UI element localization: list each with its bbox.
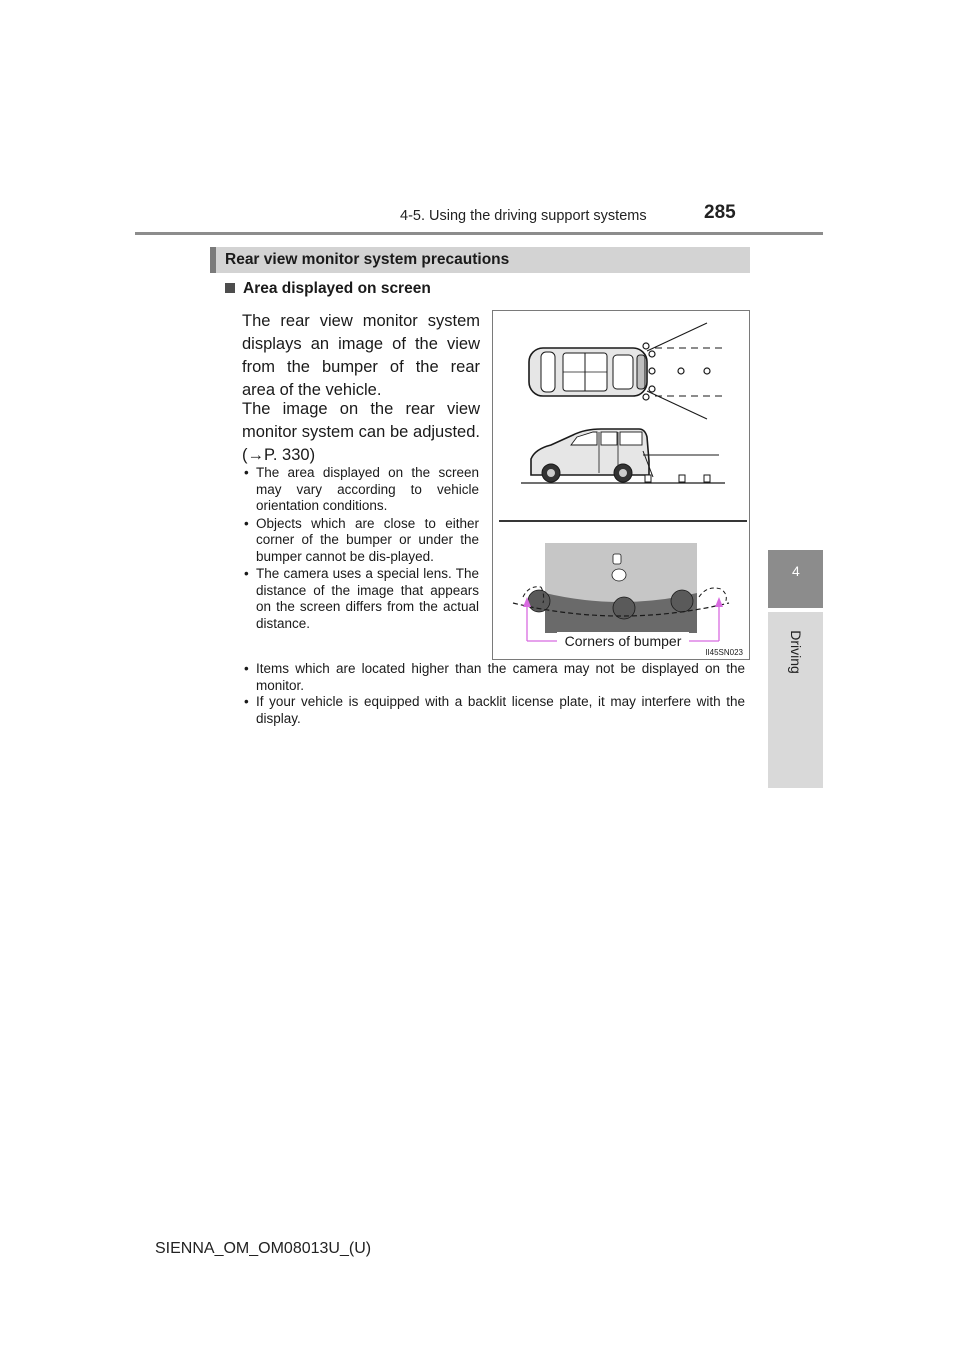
chapter-tab: [768, 550, 823, 608]
bullet-item: • If your vehicle is equipped with a backlit license plate, it may interfere with the display.: [242, 694, 745, 727]
bullet-item: • Items which are located higher than the camera may not be displayed on the monitor.: [242, 661, 745, 694]
bullet-item: • The area displayed on the screen may vary according to vehicle orientation conditions.: [242, 465, 479, 515]
chapter-label: Driving: [787, 630, 804, 674]
square-bullet-icon: [225, 283, 235, 293]
subheading-text: Area displayed on screen: [243, 280, 431, 297]
paragraph-adjustment: The image on the rear view monitor system can be adjusted. (→P. 330): [242, 400, 480, 464]
section-title-accent: [210, 247, 216, 273]
figure-code: II45SN023: [705, 648, 743, 657]
callout-label: Corners of bumper: [564, 633, 682, 649]
bullet-list-wide: [242, 661, 745, 727]
section-title-bar: [210, 247, 750, 273]
page-number: 285: [704, 202, 736, 223]
bullet-item: • Objects which are close to either corner of the bumper or under the bumper cannot be dis-played.: [242, 516, 479, 566]
monitor-view-icon: [513, 543, 729, 633]
chapter-label-box: [768, 612, 823, 692]
van-side-view-icon: [531, 429, 649, 482]
subheading: [225, 280, 431, 298]
paragraph-description: The rear view monitor system displays an image of the view from the bumper of the rear area of the vehicle.: [242, 312, 480, 399]
bullet-item: • The camera uses a special lens. The distance of the image that appears on the screen differs from the actual distance.: [242, 566, 479, 632]
chapter-number: 4: [792, 563, 800, 579]
illustration-svg: [493, 311, 751, 661]
bullet-list-narrow: [242, 465, 479, 633]
van-top-view-icon: [529, 348, 647, 396]
rear-view-illustration: [492, 310, 750, 660]
section-title: Rear view monitor system precautions: [225, 251, 510, 268]
footer-code: SIENNA_OM_OM08013U_(U): [155, 1240, 372, 1257]
running-header-section: 4-5. Using the driving support systems: [400, 208, 647, 224]
header-rule: [135, 232, 823, 235]
